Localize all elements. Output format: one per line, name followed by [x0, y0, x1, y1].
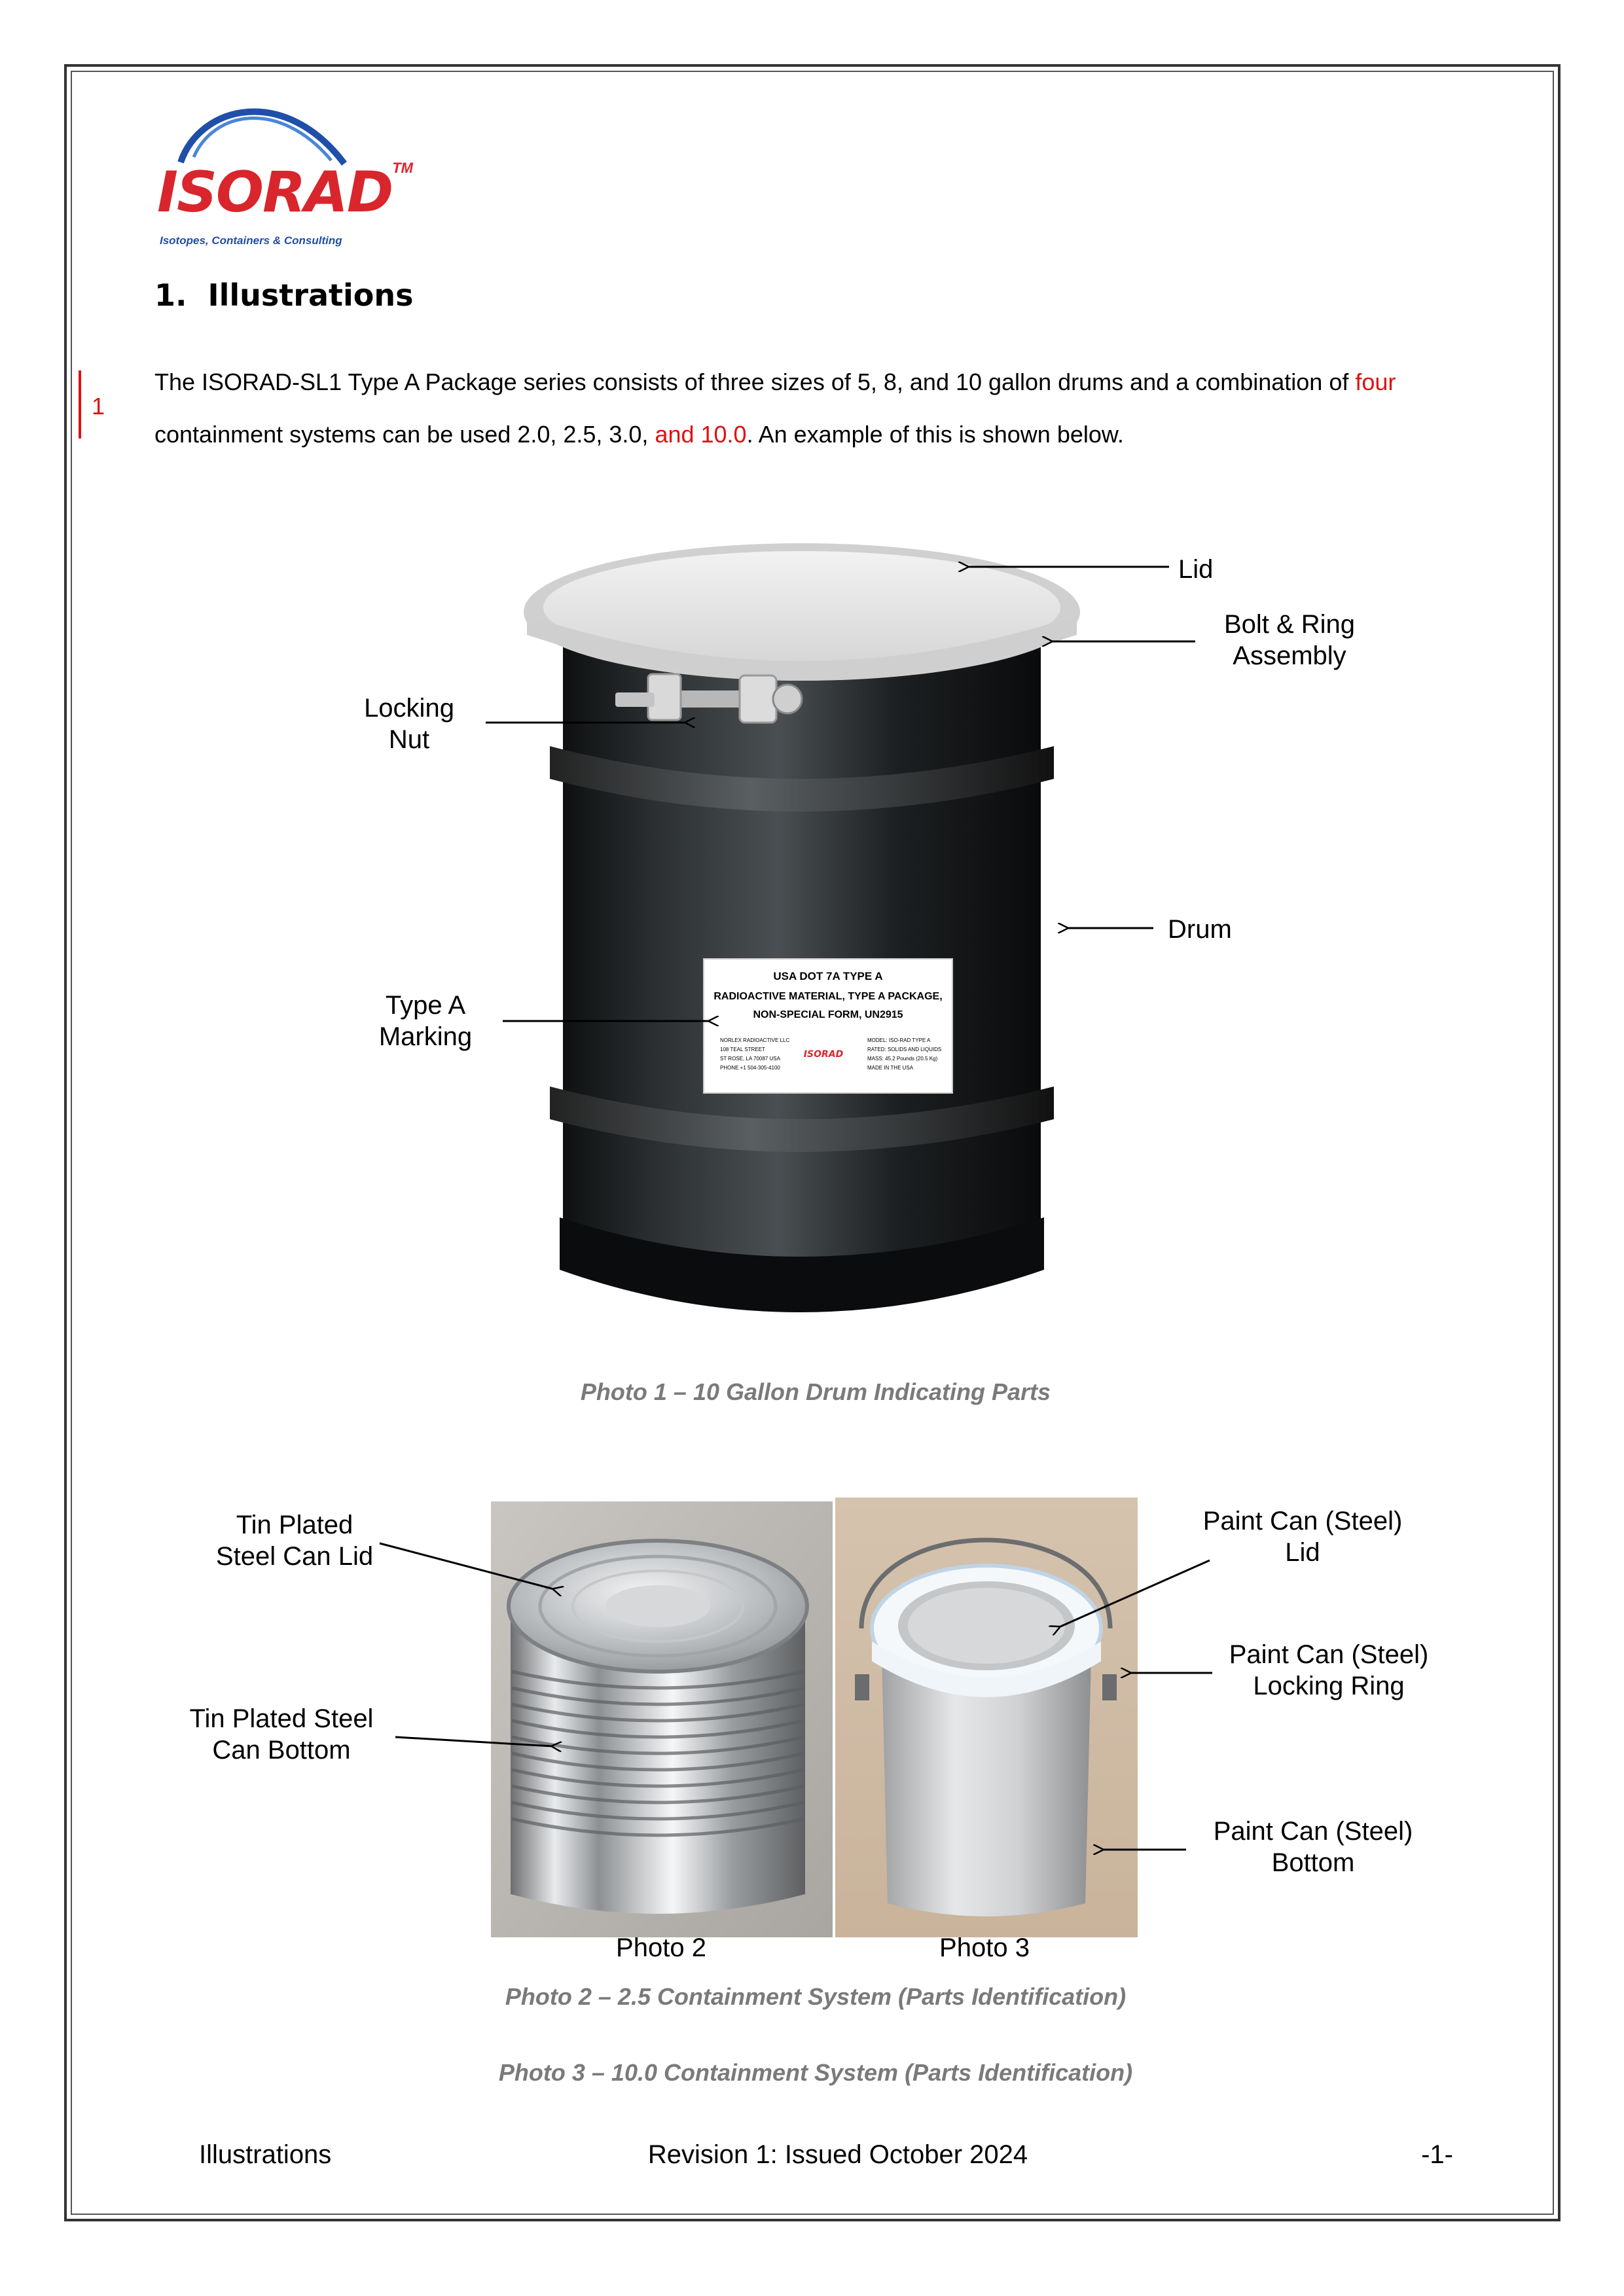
section-number: 1. — [154, 278, 187, 313]
drum-label-logo: ISORAD — [803, 1049, 844, 1060]
label-paint-can-bottom — [1189, 1816, 1437, 1878]
footer-section-name: Illustrations — [199, 2140, 332, 2169]
logo-tagline: Isotopes, Containers & Consulting — [160, 234, 342, 247]
footer-page-number: -1- — [1421, 2140, 1453, 2169]
drum-label-left-1: NORLEX RADIOACTIVE LLC — [720, 1037, 790, 1043]
label-paint-can-locking-ring — [1204, 1639, 1453, 1702]
label-paint-can-lid — [1178, 1505, 1427, 1568]
label-line: Tin Plated Steel — [189, 1704, 374, 1733]
label-lid: Lid — [1178, 555, 1214, 584]
label-line: Locking — [364, 694, 454, 723]
drum-label-left-3: ST ROSE, LA 70087 USA — [720, 1056, 780, 1062]
label-line: Lid — [1285, 1538, 1320, 1567]
paragraph-text: The ISORAD-SL1 Type A Package series consists of three sizes of 5, 8, and 10 gallon drums and a combination of — [154, 368, 1356, 395]
drum-label-left-4: PHONE +1 504-305-4100 — [720, 1065, 780, 1071]
label-line: Nut — [388, 725, 430, 754]
label-line: Locking Ring — [1253, 1672, 1405, 1700]
label-tin-can-lid — [196, 1509, 393, 1572]
logo-tm: TM — [392, 160, 413, 176]
section-title: Illustrations — [208, 278, 414, 313]
drum-label-line3: NON-SPECIAL FORM, UN2915 — [753, 1009, 903, 1020]
drum-label-right-3: MASS: 45.2 Pounds (20.5 Kg) — [867, 1056, 938, 1062]
drum-label-left-2: 108 TEAL STREET — [720, 1047, 765, 1052]
label-line: Steel Can Lid — [215, 1542, 374, 1571]
label-line: Paint Can (Steel) — [1229, 1640, 1429, 1669]
label-drum: Drum — [1168, 915, 1232, 944]
label-line: Bolt & Ring — [1223, 610, 1356, 639]
label-line: Marking — [378, 1022, 473, 1051]
label-line: Paint Can (Steel) — [1213, 1817, 1413, 1846]
caption-photo-1: Photo 1 – 10 Gallon Drum Indicating Parts — [580, 1378, 1051, 1405]
label-line: Tin Plated — [236, 1511, 353, 1539]
paragraph-revised-text: and 10.0 — [655, 421, 747, 448]
drum-label-right-2: RATED: SOLIDS AND LIQUIDS — [867, 1047, 942, 1052]
label-line: Assembly — [1233, 641, 1346, 670]
caption-photo-3: Photo 3 – 10.0 Containment System (Parts Identification) — [498, 2059, 1133, 2086]
label-line: Bottom — [1271, 1848, 1355, 1877]
caption-photo-2: Photo 2 – 2.5 Containment System (Parts Identification) — [505, 1983, 1127, 2010]
drum-label-title: USA DOT 7A TYPE A — [773, 970, 883, 982]
drum-label-line2: RADIOACTIVE MATERIAL, TYPE A PACKAGE, — [713, 991, 943, 1002]
logo-name: ISORAD — [157, 160, 393, 225]
label-photo-3: Photo 3 — [939, 1933, 1030, 1962]
drum-label-right-4: MADE IN THE USA — [867, 1065, 914, 1071]
label-tin-can-bottom — [170, 1703, 393, 1766]
paragraph-revised-text: four — [1355, 368, 1396, 395]
label-line: Paint Can (Steel) — [1202, 1507, 1403, 1535]
label-line: Type A — [385, 991, 466, 1020]
paragraph-text: . An example of this is shown below. — [746, 421, 1124, 448]
label-photo-2: Photo 2 — [616, 1933, 706, 1962]
revision-number: 1 — [92, 393, 105, 420]
label-line: Can Bottom — [212, 1736, 351, 1765]
drum-label-right-1: MODEL: ISO-RAD TYPE A — [867, 1037, 931, 1043]
paragraph-text: containment systems can be used 2.0, 2.5, 3.0, — [154, 421, 655, 448]
footer-revision: Revision 1: Issued October 2024 — [647, 2140, 1028, 2169]
